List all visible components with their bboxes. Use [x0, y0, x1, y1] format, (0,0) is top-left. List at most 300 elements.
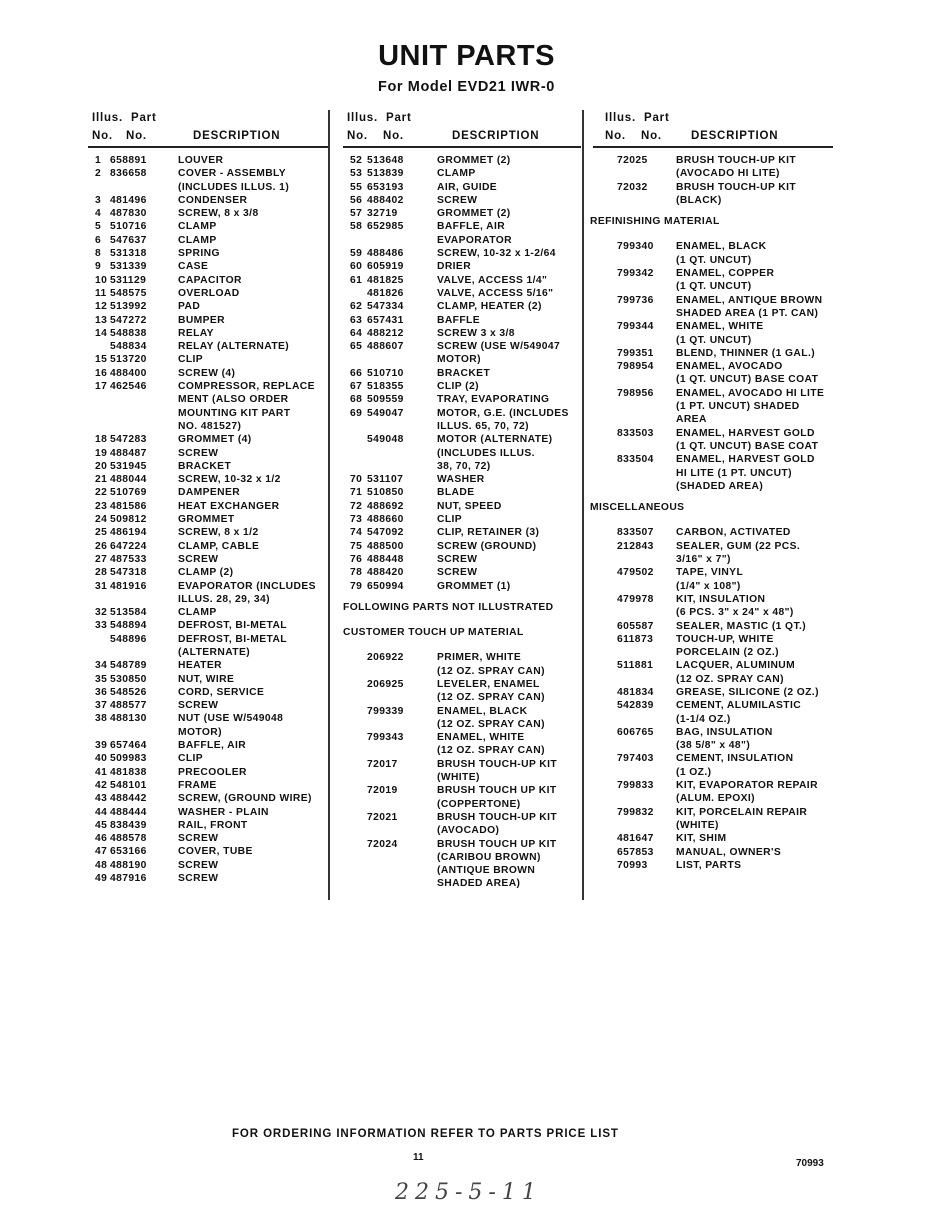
part-description — [178, 353, 328, 366]
description-line: PORCELAIN (2 OZ.) — [676, 647, 779, 659]
part-description — [676, 540, 833, 567]
part-number: 606765 — [617, 726, 654, 738]
part-row — [343, 811, 581, 838]
part-number: 513839 — [367, 168, 404, 180]
illus-number: 20 — [95, 460, 108, 472]
part-row — [343, 553, 581, 566]
part-number: 72021 — [367, 811, 398, 823]
description-line: MOTOR) — [437, 354, 481, 366]
part-description — [178, 367, 328, 380]
part-number: 605587 — [617, 620, 654, 632]
illus-number: 27 — [95, 553, 108, 565]
header-rule — [88, 146, 328, 148]
illus-number: 24 — [95, 514, 108, 526]
part-row — [593, 593, 833, 620]
illus-number: 14 — [95, 327, 108, 339]
part-number: 799351 — [617, 347, 654, 359]
part-number: 486194 — [110, 527, 147, 539]
part-row — [88, 699, 328, 712]
part-number: 652985 — [367, 221, 404, 233]
part-description — [178, 340, 328, 353]
description-line: CLIP (2) — [437, 381, 479, 393]
description-line: SHADED AREA) — [437, 878, 521, 890]
illus-number: 70 — [350, 474, 363, 486]
illus-number: 48 — [95, 859, 108, 871]
part-row — [343, 367, 581, 380]
part-description — [437, 566, 581, 579]
part-row — [88, 447, 328, 460]
description-line: CEMENT, ALUMILASTIC — [676, 700, 802, 712]
description-line: PRIMER, WHITE — [437, 652, 522, 664]
header-illus-part — [347, 112, 412, 124]
header-description: DESCRIPTION — [452, 130, 540, 142]
part-description — [178, 766, 328, 779]
part-row — [343, 154, 581, 167]
part-row — [88, 832, 328, 845]
part-number: 547092 — [367, 527, 404, 539]
part-row — [343, 838, 581, 891]
part-description — [676, 387, 833, 427]
description-line: CLAMP — [437, 168, 476, 180]
part-row — [343, 566, 581, 579]
description-line: NO. 481527) — [178, 420, 242, 432]
part-row — [88, 287, 328, 300]
part-row — [593, 294, 833, 321]
part-description — [437, 260, 581, 273]
part-description — [178, 486, 328, 499]
part-number: 487830 — [110, 208, 147, 220]
description-line: CLIP — [178, 753, 204, 765]
header-part: Part — [131, 112, 157, 124]
illus-number: 65 — [350, 341, 363, 353]
illus-number: 10 — [95, 274, 108, 286]
part-description — [676, 620, 833, 633]
part-description — [437, 838, 581, 891]
part-number: 547318 — [110, 567, 147, 579]
part-description — [676, 294, 833, 321]
part-number: 799340 — [617, 241, 654, 253]
header-part: Part — [386, 112, 412, 124]
description-line: (ALTERNATE) — [178, 646, 251, 658]
part-description — [676, 360, 833, 387]
part-number: 72019 — [367, 785, 398, 797]
column-header — [88, 110, 328, 148]
description-line: SCREW 3 x 3/8 — [437, 327, 515, 339]
part-description — [178, 447, 328, 460]
part-row — [343, 287, 581, 300]
illus-number: 6 — [95, 234, 102, 246]
description-line: 38, 70, 72) — [437, 460, 491, 472]
part-number: 658891 — [110, 155, 147, 166]
part-description — [676, 686, 833, 699]
part-number: 488692 — [367, 500, 404, 512]
part-number: 657853 — [617, 846, 654, 858]
illus-number: 57 — [350, 208, 363, 220]
part-description — [437, 553, 581, 566]
description-line: GROMMET (2) — [437, 155, 511, 166]
description-line: ENAMEL, BLACK — [676, 241, 767, 253]
description-line: ILLUS. 65, 70, 72) — [437, 420, 529, 432]
part-number: 481826 — [367, 287, 404, 299]
part-description — [437, 526, 581, 539]
illus-number: 76 — [350, 553, 363, 565]
part-number: 799344 — [617, 321, 654, 333]
parts-column-3 — [590, 110, 833, 872]
part-description — [437, 207, 581, 220]
description-line: (BLACK) — [676, 194, 722, 206]
description-line: (1 QT. UNCUT) BASE COAT — [676, 440, 819, 452]
description-line: RELAY (ALTERNATE) — [178, 341, 290, 353]
illus-number: 35 — [95, 673, 108, 685]
illus-number: 40 — [95, 753, 108, 765]
part-row — [88, 845, 328, 858]
part-row — [593, 726, 833, 753]
description-line: CARBON, ACTIVATED — [676, 527, 791, 539]
part-description — [437, 167, 581, 180]
description-line: (COPPERTONE) — [437, 798, 521, 810]
illus-number: 34 — [95, 660, 108, 672]
description-line: DEFROST, BI-METAL — [178, 633, 287, 645]
description-line: TAPE, VINYL — [676, 567, 744, 579]
description-line: ENAMEL, HARVEST GOLD — [676, 454, 815, 466]
part-row — [88, 779, 328, 792]
description-line: GROMMET (4) — [178, 434, 252, 446]
part-number: 799832 — [617, 806, 654, 818]
part-row — [343, 651, 581, 678]
description-line: BRUSH TOUCH-UP KIT — [676, 155, 797, 166]
part-row — [343, 207, 581, 220]
part-description — [437, 287, 581, 300]
description-line: BLADE — [437, 487, 475, 499]
illus-number: 1 — [95, 155, 102, 166]
header-illus: Illus. — [92, 112, 124, 124]
part-description — [178, 686, 328, 699]
description-line: (1-1/4 OZ.) — [676, 713, 731, 725]
header-illus-no: No. — [92, 130, 113, 142]
part-row — [88, 260, 328, 273]
part-number: 548838 — [110, 327, 147, 339]
part-number: 32719 — [367, 208, 398, 220]
description-line: CLAMP — [178, 607, 217, 619]
header-rule — [343, 146, 581, 148]
part-number: 799342 — [617, 268, 654, 280]
part-description — [437, 300, 581, 313]
description-line: TOUCH-UP, WHITE — [676, 633, 774, 645]
part-description — [437, 314, 581, 327]
illus-number: 15 — [95, 354, 108, 366]
description-line: ENAMEL, WHITE — [676, 321, 764, 333]
description-line: GROMMET — [178, 514, 235, 526]
illus-number: 37 — [95, 700, 108, 712]
part-number: 487533 — [110, 553, 147, 565]
part-description — [178, 220, 328, 233]
part-row — [88, 526, 328, 539]
part-number: 510769 — [110, 487, 147, 499]
part-row — [88, 274, 328, 287]
part-row — [88, 766, 328, 779]
part-description — [178, 194, 328, 207]
part-row — [88, 872, 328, 885]
part-row — [593, 453, 833, 493]
part-description — [437, 758, 581, 785]
part-number: 488578 — [110, 833, 147, 845]
part-number: 72032 — [617, 181, 648, 193]
part-number: 605919 — [367, 261, 404, 273]
description-line: MANUAL, OWNER'S — [676, 846, 782, 858]
part-number: 647224 — [110, 540, 147, 552]
description-line: MENT (ALSO ORDER — [178, 394, 289, 406]
description-line: SCREW — [178, 700, 219, 712]
header-illus-no: No. — [605, 130, 626, 142]
part-number: 547334 — [367, 301, 404, 313]
part-row — [593, 620, 833, 633]
illus-number: 75 — [350, 540, 363, 552]
part-description — [437, 580, 581, 593]
illus-number: 53 — [350, 168, 363, 180]
part-row — [88, 247, 328, 260]
description-line: ENAMEL, AVOCADO — [676, 361, 783, 373]
part-description — [676, 453, 833, 493]
description-line: DRIER — [437, 261, 472, 273]
description-line: OVERLOAD — [178, 287, 240, 299]
part-description — [178, 779, 328, 792]
illus-number: 4 — [95, 208, 102, 220]
part-row — [593, 267, 833, 294]
description-line: SCREW — [178, 859, 219, 871]
parts-column-1 — [88, 110, 328, 885]
description-line: LOUVER — [178, 155, 224, 166]
description-line: NUT (USE W/549048 MOTOR) — [178, 713, 284, 738]
description-line: BRUSH TOUCH-UP KIT — [437, 811, 558, 823]
description-line: ENAMEL, WHITE — [437, 732, 525, 744]
description-line: SCREW (USE W/549047 — [437, 341, 561, 353]
header-part-no: No. — [126, 130, 147, 142]
part-description — [178, 819, 328, 832]
description-line: (12 OZ. SPRAY CAN) — [437, 692, 545, 704]
part-row — [593, 779, 833, 806]
part-description — [178, 433, 328, 446]
section-heading: REFINISHING MATERIAL — [590, 216, 720, 228]
header-illus-part — [92, 112, 157, 124]
illus-number: 16 — [95, 367, 108, 379]
section-heading: CUSTOMER TOUCH UP MATERIAL — [343, 627, 524, 639]
part-row — [88, 659, 328, 672]
part-number: 481586 — [110, 500, 147, 512]
part-number: 513720 — [110, 354, 147, 366]
description-line: BAG, INSULATION — [676, 726, 773, 738]
part-number: 488190 — [110, 859, 147, 871]
column-header — [593, 110, 833, 148]
part-description — [437, 340, 581, 367]
part-number: 518355 — [367, 381, 404, 393]
description-line: KIT, INSULATION — [676, 593, 766, 605]
description-line: SCREW — [178, 873, 219, 885]
part-number: 487916 — [110, 873, 147, 885]
illus-number: 23 — [95, 500, 108, 512]
part-row — [88, 673, 328, 686]
part-row — [593, 387, 833, 427]
column-divider — [582, 110, 584, 900]
part-number: 481834 — [617, 686, 654, 698]
illus-number: 45 — [95, 819, 108, 831]
illus-number: 78 — [350, 567, 363, 579]
part-row — [593, 526, 833, 539]
description-line: (AVOCADO) — [437, 825, 500, 837]
part-row — [343, 247, 581, 260]
part-row — [88, 340, 328, 353]
description-line: VALVE, ACCESS 1/4" — [437, 274, 548, 286]
part-description — [676, 526, 833, 539]
description-line: HI LITE (1 PT. UNCUT) — [676, 467, 792, 479]
part-description — [437, 433, 581, 473]
description-line: SCREW (4) — [178, 367, 236, 379]
description-line: CLIP — [437, 514, 463, 526]
part-description — [437, 181, 581, 194]
part-description — [676, 659, 833, 686]
part-row — [88, 220, 328, 233]
description-line: LEVELER, ENAMEL — [437, 678, 540, 690]
part-description — [437, 407, 581, 434]
column-divider — [328, 110, 330, 900]
part-description — [437, 247, 581, 260]
part-row — [343, 486, 581, 499]
description-line: KIT, PORCELAIN REPAIR — [676, 806, 808, 818]
illus-number: 74 — [350, 527, 363, 539]
part-number: 799833 — [617, 780, 654, 792]
part-number: 833503 — [617, 427, 654, 439]
part-description — [437, 705, 581, 732]
illus-number: 3 — [95, 194, 102, 206]
part-number: 548834 — [110, 341, 147, 353]
part-number: 488500 — [367, 540, 404, 552]
part-number: 479978 — [617, 593, 654, 605]
illus-number: 5 — [95, 221, 102, 233]
part-row — [88, 473, 328, 486]
part-number: 548789 — [110, 660, 147, 672]
description-line: EVAPORATOR (INCLUDES — [178, 580, 316, 592]
part-row — [343, 220, 581, 247]
description-line: BRUSH TOUCH UP KIT — [437, 838, 557, 850]
illus-number: 13 — [95, 314, 108, 326]
part-description — [178, 752, 328, 765]
part-number: 488400 — [110, 367, 147, 379]
illus-number: 71 — [350, 487, 363, 499]
part-number: 510710 — [367, 367, 404, 379]
description-line: VALVE, ACCESS 5/16" — [437, 287, 554, 299]
part-number: 488487 — [110, 447, 147, 459]
part-number: 72025 — [617, 155, 648, 166]
part-row — [88, 367, 328, 380]
page-title: UNIT PARTS — [378, 40, 555, 72]
part-number: 70993 — [617, 859, 648, 871]
description-line: 3/16" x 7") — [676, 554, 731, 566]
illus-number: 36 — [95, 686, 108, 698]
part-number: 548575 — [110, 287, 147, 299]
description-line: RELAY — [178, 327, 214, 339]
part-description — [676, 566, 833, 593]
part-row — [88, 633, 328, 660]
part-number: 510716 — [110, 221, 147, 233]
part-row — [593, 181, 833, 208]
part-row — [88, 353, 328, 366]
part-row — [88, 460, 328, 473]
illus-number: 26 — [95, 540, 108, 552]
part-description — [178, 673, 328, 686]
part-row — [593, 699, 833, 726]
description-line: WASHER - PLAIN — [178, 806, 269, 818]
header-illus-no: No. — [347, 130, 368, 142]
part-number: 547637 — [110, 234, 147, 246]
part-number: 206922 — [367, 652, 404, 664]
section-heading: MISCELLANEOUS — [590, 502, 685, 514]
description-line: ENAMEL, ANTIQUE BROWN — [676, 294, 823, 306]
description-line: SCREW — [178, 833, 219, 845]
part-description — [178, 500, 328, 513]
description-line: (1 QT. UNCUT) — [676, 254, 752, 266]
description-line: NUT, SPEED — [437, 500, 502, 512]
part-number: 513584 — [110, 607, 147, 619]
description-line: (AVOCADO HI LITE) — [676, 168, 780, 180]
part-number: 650994 — [367, 580, 404, 592]
illus-number: 32 — [95, 607, 108, 619]
description-line: SHADED AREA (1 PT. CAN) — [676, 307, 819, 319]
part-description — [676, 240, 833, 267]
part-number: 481647 — [617, 833, 654, 845]
part-row — [343, 731, 581, 758]
part-description — [676, 267, 833, 294]
illus-number: 61 — [350, 274, 363, 286]
part-description — [178, 540, 328, 553]
part-number: 531945 — [110, 460, 147, 472]
description-line: ENAMEL, AVOCADO HI LITE — [676, 387, 825, 399]
part-description — [178, 699, 328, 712]
part-row — [593, 154, 833, 181]
part-row — [88, 540, 328, 553]
part-description — [437, 154, 581, 167]
part-number: 531318 — [110, 248, 147, 260]
part-description — [178, 806, 328, 819]
illus-number: 42 — [95, 779, 108, 791]
description-line: (6 PCS. 3" x 24" x 48") — [676, 607, 794, 619]
part-description — [178, 580, 328, 607]
part-row — [88, 806, 328, 819]
description-line: PRECOOLER — [178, 766, 247, 778]
description-line: (CARIBOU BROWN) — [437, 851, 541, 863]
part-row — [593, 686, 833, 699]
header-description: DESCRIPTION — [691, 130, 779, 142]
part-row — [343, 407, 581, 434]
part-row — [88, 686, 328, 699]
description-line: CLAMP, CABLE — [178, 540, 260, 552]
part-description — [178, 619, 328, 632]
part-row — [88, 566, 328, 579]
part-row — [343, 260, 581, 273]
description-line: SCREW, 10-32 x 1-2/64 — [437, 248, 556, 260]
illus-number: 31 — [95, 580, 108, 592]
description-line: KIT, SHIM — [676, 833, 727, 845]
part-description — [676, 752, 833, 779]
part-number: 462546 — [110, 381, 147, 393]
part-description — [178, 739, 328, 752]
part-row — [593, 859, 833, 872]
part-number: 653166 — [110, 846, 147, 858]
header-illus: Illus. — [605, 112, 637, 124]
illus-number: 73 — [350, 514, 363, 526]
description-line: MOTOR, G.E. (INCLUDES — [437, 407, 569, 419]
part-description — [178, 167, 328, 194]
part-description — [178, 513, 328, 526]
part-description — [178, 859, 328, 872]
